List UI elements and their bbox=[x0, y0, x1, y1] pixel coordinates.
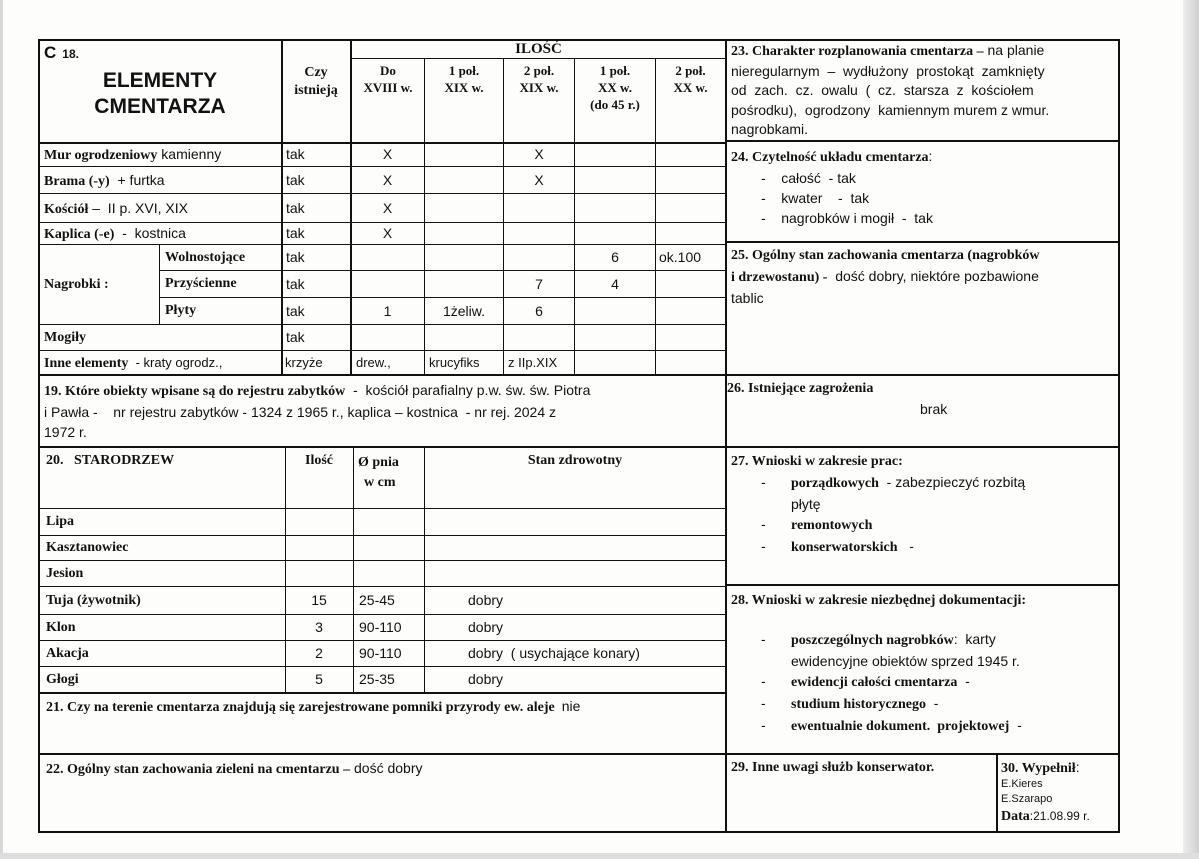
element-value: X bbox=[382, 200, 393, 216]
rule bbox=[1118, 39, 1120, 833]
scan-edge-right bbox=[1183, 0, 1199, 859]
grave-value bbox=[425, 245, 503, 270]
element-label-chapel bbox=[44, 223, 280, 244]
tree-name: Kasztanowiec bbox=[46, 540, 129, 555]
proposal-detail: płytę bbox=[791, 496, 821, 512]
element-value: krzyże bbox=[285, 355, 323, 370]
rule bbox=[38, 692, 726, 694]
proposal-detail: - bbox=[897, 538, 914, 554]
rule bbox=[726, 140, 1120, 142]
tree-health: dobry bbox=[468, 619, 504, 635]
documentation-label: studium historycznego bbox=[791, 697, 926, 712]
period-header bbox=[504, 62, 574, 122]
period-header bbox=[352, 62, 424, 122]
element-value: X bbox=[382, 172, 393, 188]
element-value: X bbox=[382, 146, 393, 162]
tree-health bbox=[468, 509, 724, 535]
tree-health: dobry bbox=[468, 671, 504, 687]
element-value: tak bbox=[286, 172, 305, 188]
grave-value: tak bbox=[286, 276, 305, 292]
tree-health: dobry ( usychające konary) bbox=[468, 645, 640, 661]
period-line: XX w. bbox=[673, 80, 708, 95]
element-label-main: Mogiły bbox=[44, 330, 86, 345]
element-value bbox=[425, 223, 503, 244]
grave-value bbox=[351, 271, 424, 297]
element-label-gate bbox=[44, 167, 280, 193]
dash: - bbox=[761, 474, 766, 490]
element-label-main: Mur ogrodzeniowy bbox=[44, 148, 158, 163]
element-value bbox=[575, 167, 655, 193]
element-value: X bbox=[382, 225, 393, 241]
tree-name: Klon bbox=[46, 620, 76, 635]
grave-type-label: Płyty bbox=[165, 303, 197, 318]
documentation-detail: - bbox=[1009, 717, 1022, 733]
dash: - bbox=[761, 538, 766, 554]
col-quantity-header: ILOŚĆ bbox=[515, 41, 562, 57]
period-line: XX w. bbox=[598, 80, 632, 95]
form-code: C 18. bbox=[44, 43, 79, 62]
legibility-item: - nagrobków i mogił - tak bbox=[761, 210, 933, 226]
documentation-detail: - bbox=[925, 695, 939, 711]
tree-name: Lipa bbox=[46, 514, 75, 529]
element-label-mounds bbox=[44, 325, 280, 350]
work-proposal-item bbox=[731, 472, 1117, 494]
period-header bbox=[656, 62, 725, 122]
col-exists-header: Czy istnieją bbox=[294, 65, 338, 98]
element-value bbox=[575, 223, 655, 244]
tree-col-diameter: Ø pnia w cm bbox=[358, 455, 399, 490]
proposal-label: porządkowych bbox=[791, 476, 879, 491]
period-line: 2 poł. bbox=[523, 63, 555, 78]
section-25-general-condition: 25. Ogólny stan zachowania cmentarza (nagrobków i drzewostanu) - dość dobry, niektóre pozbawione tablic bbox=[731, 248, 1040, 306]
grave-value: 4 bbox=[611, 276, 619, 292]
element-value: drew., bbox=[356, 355, 391, 370]
element-value bbox=[659, 194, 725, 222]
tree-name: Jesion bbox=[46, 566, 84, 581]
period-line: XVIII w. bbox=[363, 80, 413, 95]
element-value: z IIp.XIX bbox=[508, 355, 558, 370]
section-23-layout-character: 23. Charakter rozplanowania cmentarza – na planie nieregularnym – wydłużony prostokąt zamknięty od zach. cz. owalu ( cz. starsza z kościołem pośrodku), ogrodzony kamiennym murem z wmur. nagrobkami. bbox=[731, 42, 1050, 137]
tree-health: dobry bbox=[468, 592, 504, 608]
rule bbox=[38, 39, 40, 833]
grave-value bbox=[575, 298, 655, 324]
scan-edge-left bbox=[0, 0, 3, 859]
grave-value bbox=[659, 298, 725, 324]
documentation-label: ewentualnie dokument. projektowej bbox=[791, 719, 1010, 734]
tree-diameter bbox=[359, 509, 423, 535]
documentation-label: poszczególnych nagrobków bbox=[791, 633, 954, 648]
element-value bbox=[575, 143, 655, 166]
period-line: (do 45 r.) bbox=[590, 97, 640, 112]
tree-name: Akacja bbox=[46, 646, 89, 661]
element-value bbox=[425, 143, 503, 166]
tree-qty bbox=[286, 561, 352, 586]
grave-value bbox=[659, 271, 725, 297]
tree-name: Głogi bbox=[46, 672, 79, 687]
tree-qty: 5 bbox=[315, 671, 323, 687]
element-label-detail: - kostnica bbox=[114, 225, 186, 241]
period-line: XIX w. bbox=[444, 80, 484, 95]
rule bbox=[996, 753, 998, 833]
period-line: 1 poł. bbox=[448, 63, 480, 78]
grave-value bbox=[351, 245, 424, 270]
section-26-threats-label: 26. Istniejące zagrożenia bbox=[727, 381, 874, 396]
section-title: ELEMENTY CMENTARZA bbox=[94, 69, 226, 118]
rule bbox=[38, 753, 1120, 755]
element-label-detail: + furtka bbox=[109, 172, 165, 188]
section-21-nature-monuments: 21. Czy na terenie cmentarza znajdują się zarejestrowane pomniki przyrody ew. aleje nie bbox=[46, 698, 581, 715]
tree-health bbox=[468, 561, 724, 586]
section-27-work-proposals: 27. Wnioski w zakresie prac: - porządkowych - zabezpieczyć rozbitą płytę - remontowych - konserwatorskich - bbox=[731, 452, 1117, 582]
element-label-detail: – II p. XVI, XIX bbox=[88, 200, 188, 216]
grave-type-label: Przyścienne bbox=[165, 276, 237, 291]
grave-value: 6 bbox=[611, 249, 619, 265]
element-label-main: Kaplica (-e) bbox=[44, 227, 115, 242]
rule bbox=[353, 447, 354, 693]
dash: - bbox=[761, 516, 766, 532]
tree-health bbox=[468, 536, 724, 560]
rule bbox=[159, 244, 160, 324]
proposal-label: konserwatorskich bbox=[791, 540, 898, 555]
period-line: 1 poł. bbox=[599, 63, 631, 78]
dash: - bbox=[761, 695, 766, 711]
element-label-detail: - kraty ogrodz., bbox=[128, 355, 223, 370]
element-value bbox=[504, 223, 574, 244]
tree-diameter: 90-110 bbox=[359, 619, 402, 635]
period-line: Do bbox=[380, 63, 396, 78]
period-line: XIX w. bbox=[519, 80, 559, 95]
element-value bbox=[425, 194, 503, 222]
element-label-main: Kościół bbox=[44, 202, 89, 217]
element-value: X bbox=[534, 146, 544, 162]
proposal-detail: - zabezpieczyć rozbitą bbox=[878, 474, 1026, 490]
rule bbox=[38, 831, 1120, 833]
tree-diameter: 25-45 bbox=[359, 592, 395, 608]
rule bbox=[424, 447, 425, 693]
documentation-item bbox=[731, 693, 1117, 715]
section-29-other-notes: 29. Inne uwagi służb konserwator. bbox=[731, 760, 935, 775]
tree-qty bbox=[286, 509, 352, 535]
element-value bbox=[575, 194, 655, 222]
dash: - bbox=[761, 673, 766, 689]
section-30-filled-by: 30. Wypełnił: E.Kieres E.Szarapo Data:21.08.99 r. bbox=[1001, 759, 1117, 831]
grave-value bbox=[504, 245, 574, 270]
tree-col-health: Stan zdrowotny bbox=[527, 453, 623, 468]
element-value: tak bbox=[286, 225, 305, 241]
tree-qty bbox=[286, 536, 352, 560]
documentation-item bbox=[731, 715, 1117, 737]
work-proposal-item bbox=[731, 536, 1117, 558]
element-label-detail: kamienny bbox=[157, 146, 222, 162]
element-value: X bbox=[534, 172, 544, 188]
rule bbox=[725, 39, 727, 833]
documentation-item bbox=[731, 671, 1117, 693]
tree-diameter: 25-35 bbox=[359, 671, 395, 687]
documentation-detail: : karty bbox=[953, 631, 996, 647]
author-name: E.Szarapo bbox=[1001, 793, 1053, 805]
tree-qty: 15 bbox=[311, 592, 327, 608]
section-26-threats-value: brak bbox=[920, 401, 948, 417]
dash: - bbox=[761, 631, 766, 647]
element-label-church bbox=[44, 194, 280, 222]
section-22-greenery-condition: 22. Ogólny stan zachowania zieleni na cmentarzu – dość dobry bbox=[46, 760, 423, 777]
work-proposal-item bbox=[731, 514, 1117, 536]
rule bbox=[726, 241, 1120, 243]
documentation-label: ewidencji całości cmentarza bbox=[791, 675, 958, 690]
documentation-detail: ewidencyjne obiektów sprzed 1945 r. bbox=[791, 653, 1020, 669]
section-19-registered-monuments: 19. Które obiekty wpisane są do rejestru zabytków - kościół parafialny p.w. św. św. Piotra i Pawła - nr rejestru zabytków - 1324 z 1965 r., kaplica – kostnica - nr rej. 2024 z 1972 r. bbox=[44, 382, 591, 440]
grave-type-label: Wolnostojące bbox=[165, 250, 246, 265]
element-label-main: Brama (-y) bbox=[44, 174, 110, 189]
rule bbox=[351, 58, 726, 59]
grave-value: ok.100 bbox=[659, 249, 702, 265]
period-header bbox=[425, 62, 503, 122]
grave-value bbox=[425, 271, 503, 297]
element-label-other bbox=[44, 351, 280, 374]
tree-diameter: 90-110 bbox=[359, 645, 402, 661]
graves-group-label: Nagrobki : bbox=[44, 277, 109, 292]
scan-edge-bottom bbox=[0, 853, 1199, 859]
dash: - bbox=[761, 717, 766, 733]
element-value bbox=[659, 223, 725, 244]
tree-diameter bbox=[359, 536, 423, 560]
grave-value: 1 bbox=[383, 303, 392, 319]
tree-diameter bbox=[359, 561, 423, 586]
legibility-item: - całość - tak bbox=[761, 170, 856, 186]
element-label-main: Inne elementy bbox=[44, 356, 129, 371]
section-20-title: 20. STARODRZEW bbox=[46, 453, 175, 468]
element-value bbox=[425, 167, 503, 193]
period-header bbox=[575, 62, 655, 122]
grave-value: tak bbox=[286, 303, 305, 319]
section-28-documentation-proposals: 28. Wnioski w zakresie niezbędnej dokumentacji: - poszczególnych nagrobków: karty ewidencyjne obiektów sprzed 1945 r. - ewidencji całości cmentarza - - studium historycznego - - ewentualnie dokument. projektowej - bbox=[731, 591, 1117, 751]
rule bbox=[38, 374, 1120, 376]
element-value bbox=[659, 143, 725, 166]
tree-name: Tuja (żywotnik) bbox=[46, 593, 141, 608]
grave-value: 6 bbox=[535, 303, 543, 319]
tree-qty: 3 bbox=[315, 619, 323, 635]
element-value: tak bbox=[286, 329, 305, 345]
period-line: 2 poł. bbox=[675, 63, 706, 78]
author-name: E.Kieres bbox=[1001, 778, 1043, 790]
documentation-detail: - bbox=[957, 673, 970, 689]
proposal-label: remontowych bbox=[791, 518, 873, 533]
element-value bbox=[504, 194, 574, 222]
grave-value: 1żeliw. bbox=[442, 303, 486, 319]
documentation-item bbox=[731, 629, 1117, 651]
element-value bbox=[659, 167, 725, 193]
tree-col-qty: Ilość bbox=[305, 453, 333, 468]
tree-qty: 2 bbox=[315, 645, 323, 661]
element-label-wall bbox=[44, 143, 280, 166]
rule bbox=[726, 584, 1120, 586]
section-24-layout-legibility: 24. Czytelność układu cmentarza: - całość - tak - kwater - tak - nagrobków i mogił - tak bbox=[731, 146, 1117, 240]
grave-value: 7 bbox=[535, 276, 543, 292]
legibility-item: - kwater - tak bbox=[761, 190, 870, 206]
element-value: krucyfiks bbox=[429, 355, 480, 370]
element-value: tak bbox=[286, 146, 305, 162]
rule bbox=[38, 446, 1120, 448]
element-value: tak bbox=[286, 200, 305, 216]
grave-value: tak bbox=[286, 249, 305, 265]
